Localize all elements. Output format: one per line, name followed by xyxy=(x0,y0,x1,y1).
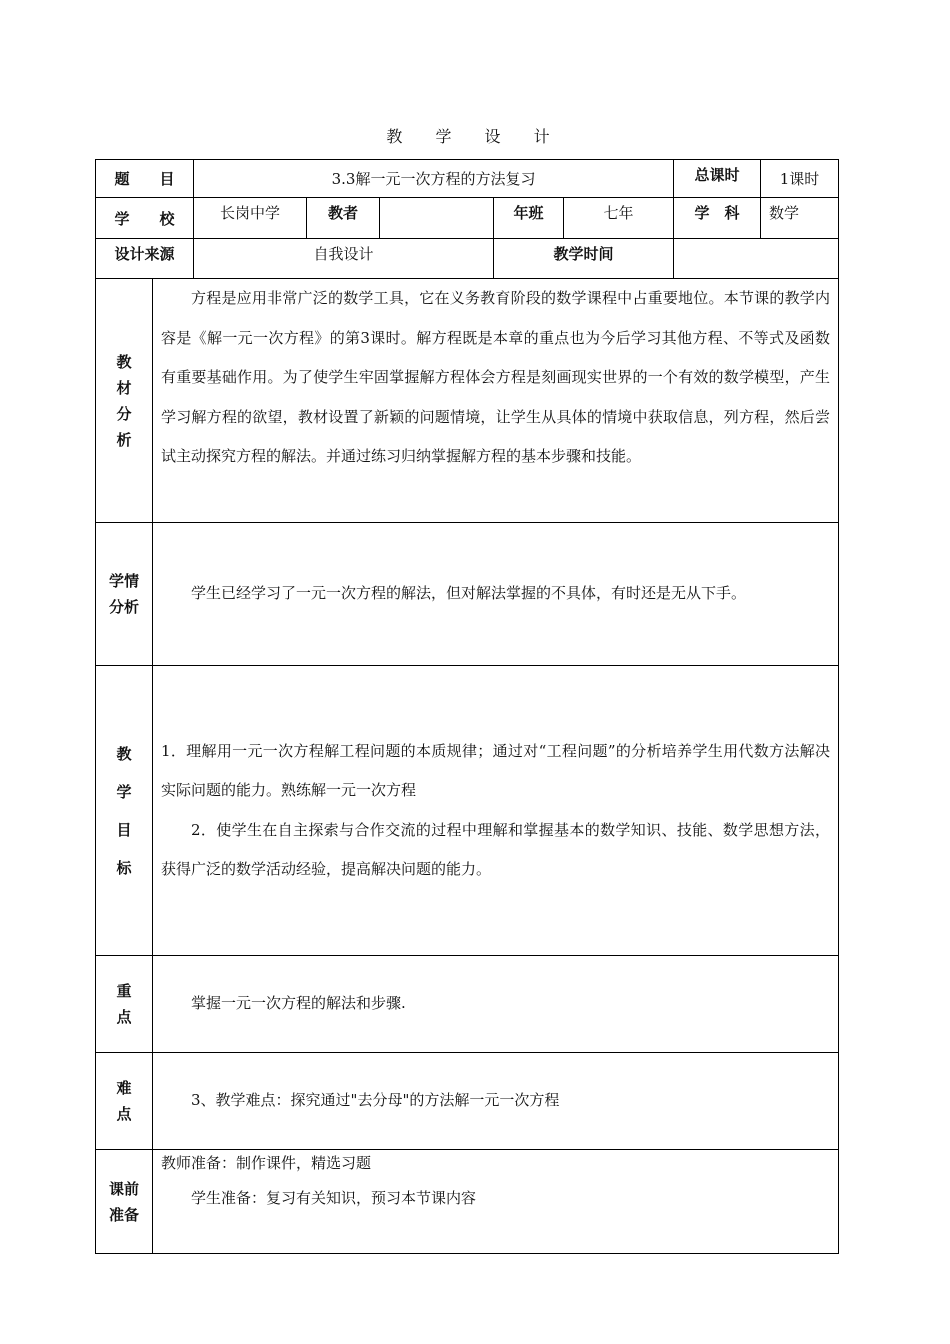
total-hours-label: 总课时 xyxy=(674,160,761,198)
source-value: 自我设计 xyxy=(194,239,494,279)
teaching-goals-label xyxy=(96,666,153,956)
teacher-label: 教者 xyxy=(307,198,380,239)
topic-value: 3.3解一元一次方程的方法复习 xyxy=(194,160,674,198)
student-analysis-content xyxy=(153,523,839,666)
school-value: 长岗中学 xyxy=(194,198,307,239)
preparation-label xyxy=(96,1150,153,1254)
material-analysis-label xyxy=(96,279,153,523)
difficulties-label xyxy=(96,1053,153,1150)
document-title: 教 学 设 计 xyxy=(386,127,564,146)
label-char: 点 xyxy=(116,1105,132,1123)
lesson-plan-table xyxy=(95,159,839,1254)
row-student-analysis xyxy=(96,523,839,666)
difficulties-text: 3、教学难点：探究通过"去分母"的方法解一元一次方程 xyxy=(191,1091,560,1110)
label-char: 目 xyxy=(116,820,132,839)
preparation-content xyxy=(153,1150,839,1254)
source-label: 设计来源 xyxy=(96,239,194,279)
difficulties-content xyxy=(153,1053,839,1150)
material-analysis-content xyxy=(153,279,839,523)
key-points-label xyxy=(96,956,153,1053)
teacher-value xyxy=(380,198,494,239)
label-char: 重 xyxy=(116,982,132,1000)
row-topic xyxy=(96,160,839,198)
student-analysis-text: 学生已经学习了一元一次方程的解法，但对解法掌握的不具体，有时还是无从下手。 xyxy=(191,584,747,603)
grade-value: 七年 xyxy=(564,198,674,239)
school-label: 学 校 xyxy=(96,198,194,239)
label-line: 分析 xyxy=(108,598,139,616)
subject-value: 数学 xyxy=(761,198,839,239)
label-char: 析 xyxy=(116,430,132,449)
label-char: 分 xyxy=(116,404,132,423)
row-source xyxy=(96,239,839,279)
row-preparation xyxy=(96,1150,839,1254)
key-points-content xyxy=(153,956,839,1053)
row-material-analysis xyxy=(96,279,839,523)
time-value xyxy=(674,239,839,279)
topic-label: 题 目 xyxy=(96,160,194,198)
row-teaching-goals xyxy=(96,666,839,956)
label-line: 准备 xyxy=(108,1205,139,1224)
label-char: 学 xyxy=(116,782,132,801)
goal-item-1: 1．理解用一元一次方程解工程问题的本质规律；通过对“工程问题”的分析培养学生用代数方法解决实际问题的能力。熟练解一元一次方程 xyxy=(161,741,831,799)
total-hours-value: 1课时 xyxy=(761,160,839,198)
teaching-goals-content xyxy=(153,666,839,956)
goal-item-2: 2．使学生在自主探索与合作交流的过程中理解和掌握基本的数学知识、技能、数学思想方法，获得广泛的数学活动经验，提高解决问题的能力。 xyxy=(161,820,831,878)
label-char: 难 xyxy=(116,1079,132,1097)
subject-label: 学 科 xyxy=(674,198,761,239)
row-difficulties xyxy=(96,1053,839,1150)
grade-label: 年班 xyxy=(494,198,564,239)
row-school xyxy=(96,198,839,239)
row-key-points xyxy=(96,956,839,1053)
label-char: 标 xyxy=(116,858,132,877)
student-analysis-label xyxy=(96,523,153,666)
label-char: 教 xyxy=(116,352,132,371)
label-char: 材 xyxy=(116,378,132,397)
student-preparation-text: 学生准备：复习有关知识，预习本节课内容 xyxy=(191,1189,477,1207)
key-points-text: 掌握一元一次方程的解法和步骤. xyxy=(191,994,406,1013)
material-analysis-text: 方程是应用非常广泛的数学工具，它在义务教育阶段的数学课程中占重要地位。本节课的教学内容是《解一元一次方程》的第3课时。解方程既是本章的重点也为今后学习其他方程、不等式及函数有重要基础作用。为了使学生牢固掌握解方程体会方程是刻画现实世界的一个有效的数学模型，产生学习解方程的欲望，教材设置了新颖的问题情境，让学生从具体的情境中获取信息，列方程，然后尝试主动探究方程的解法。并通过练习归纳掌握解方程的基本步骤和技能。 xyxy=(161,289,831,465)
label-line: 课前 xyxy=(108,1179,139,1198)
label-line: 学情 xyxy=(108,572,139,590)
time-label: 教学时间 xyxy=(494,239,674,279)
label-char: 点 xyxy=(116,1008,132,1026)
label-char: 教 xyxy=(116,744,132,763)
teacher-preparation-text: 教师准备：制作课件，精选习题 xyxy=(161,1154,372,1172)
